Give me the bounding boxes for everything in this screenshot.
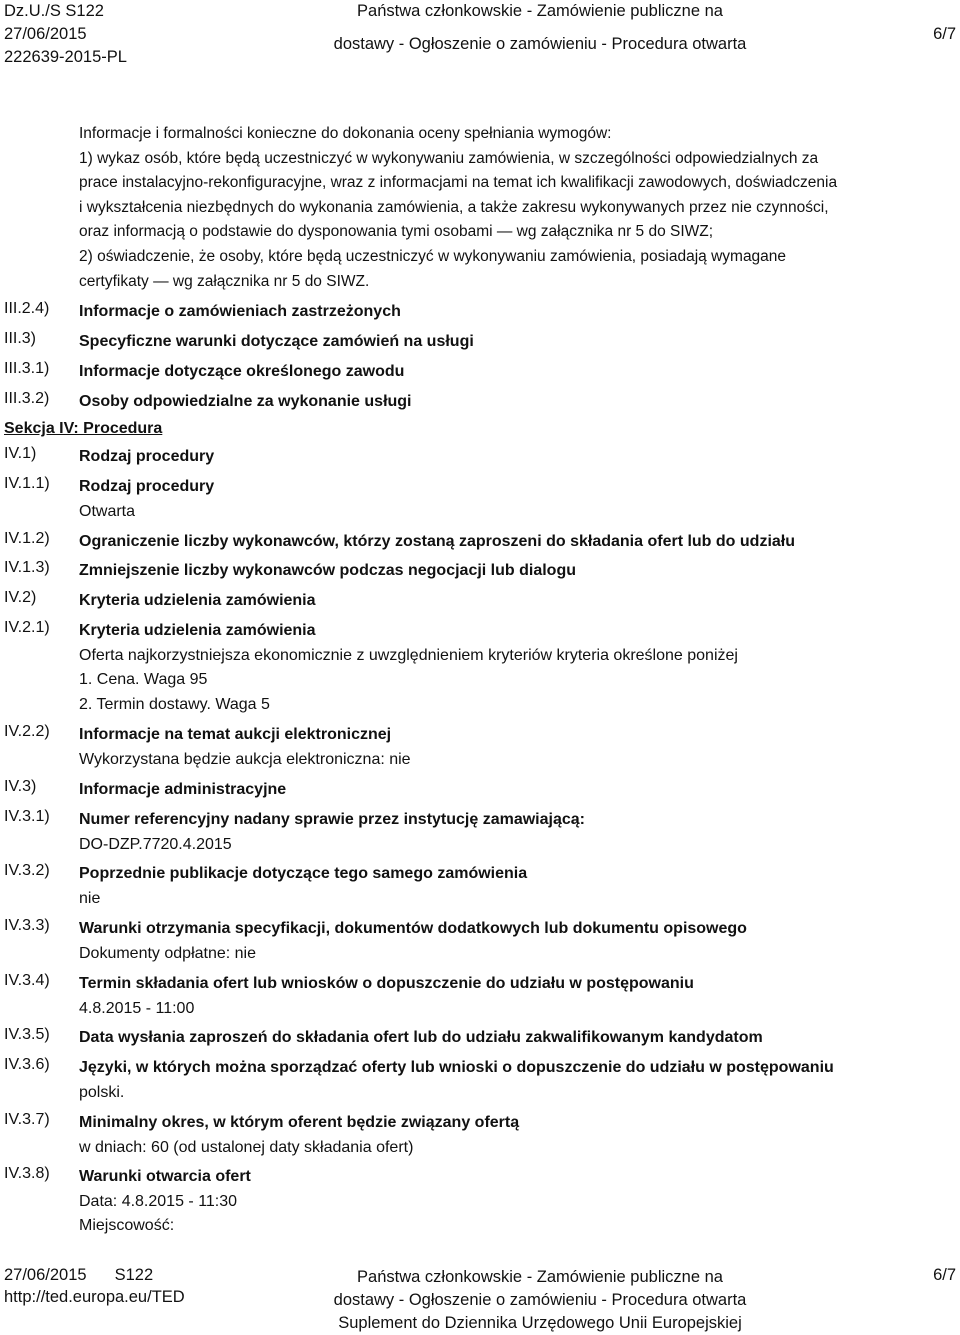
section-value: Wykorzystana będzie aukcja elektroniczna: nie — [79, 750, 411, 768]
section-heading: Zmniejszenie liczby wykonawców podczas negocjacji lub dialogu — [79, 562, 576, 579]
section-value: 4.8.2015 - 11:00 — [79, 999, 195, 1017]
section-heading: Osoby odpowiedzialne za wykonanie usługi — [79, 393, 412, 410]
section-heading: Informacje na temat aukcji elektronicznej — [79, 726, 392, 743]
section-number: IV.3.1) — [4, 808, 50, 825]
section-heading: Numer referencyjny nadany sprawie przez instytucję zamawiającą: — [79, 811, 585, 828]
section-number: III.2.4) — [4, 300, 50, 317]
footer-title-line3: Suplement do Dziennika Urzędowego Unii Europejskiej — [338, 1314, 742, 1332]
intro-line: certyfikaty — wg załącznika nr 5 do SIWZ. — [79, 272, 370, 290]
section-heading: Kryteria udzielenia zamówienia — [79, 622, 316, 639]
footer-page-number: 6/7 — [933, 1266, 956, 1284]
section-number: IV.1.3) — [4, 559, 50, 576]
intro-line: i wykształcenia niezbędnych do wykonania zamówienia, a także zakresu wykonywanych przez nie czynności, — [79, 198, 829, 216]
section-number: IV.1.1) — [4, 475, 50, 492]
page-header — [0, 0, 960, 70]
section-number: IV.1) — [4, 445, 37, 462]
section-number: IV.3.6) — [4, 1056, 50, 1073]
section-heading: Specyficzne warunki dotyczące zamówień na usługi — [79, 333, 474, 350]
section-heading: Poprzednie publikacje dotyczące tego samego zamówienia — [79, 865, 528, 882]
header-page-number: 6/7 — [933, 25, 956, 43]
section-heading: Informacje o zamówieniach zastrzeżonych — [79, 303, 401, 320]
section-number: III.3.1) — [4, 360, 50, 377]
requirements-text — [79, 122, 949, 294]
footer-date: 27/06/2015 — [4, 1266, 87, 1284]
footer-series: S122 — [114, 1266, 154, 1284]
section-number: IV.2.2) — [4, 723, 50, 740]
section-heading: Informacje dotyczące określonego zawodu — [79, 363, 405, 380]
intro-line: Informacje i formalności konieczne do dokonania oceny spełniania wymogów: — [79, 125, 612, 142]
section-title: Sekcja IV: Procedura — [4, 420, 163, 437]
section-value: Dokumenty odpłatne: nie — [79, 944, 256, 962]
notice-number: 222639-2015-PL — [4, 48, 127, 66]
section-value: Otwarta — [79, 502, 136, 520]
section-value: polski. — [79, 1083, 125, 1101]
section-heading: Języki, w których można sporządzać oferty lub wnioski o dopuszczenie do udziału w postępowaniu — [79, 1059, 834, 1076]
footer-title-line2: dostawy - Ogłoszenie o zamówieniu - Procedura otwarta — [333, 1291, 747, 1309]
section-number: IV.1.2) — [4, 530, 50, 547]
header-date: 27/06/2015 — [4, 25, 87, 43]
section-number: IV.3.8) — [4, 1165, 50, 1182]
section-number: IV.3.4) — [4, 972, 50, 989]
section-value: DO-DZP.7720.4.2015 — [79, 835, 232, 853]
section-number: IV.3) — [4, 778, 37, 795]
section-heading: Minimalny okres, w którym oferent będzie związany ofertą — [79, 1114, 520, 1131]
section-value: Data: 4.8.2015 - 11:30 — [79, 1192, 238, 1210]
page-footer — [0, 1258, 960, 1334]
section-heading: Rodzaj procedury — [79, 478, 215, 495]
intro-line: 1) wykaz osób, które będą uczestniczyć w wykonywaniu zamówienia, w szczególności odpowiedzialnych za — [79, 149, 819, 167]
section-number: IV.3.3) — [4, 917, 50, 934]
section-value: Miejscowość: — [79, 1217, 175, 1234]
intro-line: 2) oświadczenie, że osoby, które będą uczestniczyć w wykonywaniu zamówienia, posiadają wymagane — [79, 247, 787, 265]
section-heading: Termin składania ofert lub wniosków o dopuszczenie do udziału w postępowaniu — [79, 975, 694, 992]
intro-line: oraz informacją o podstawie do dysponowania tymi osobami — wg załącznika nr 5 do SIWZ; — [79, 223, 714, 241]
header-title-line1: Państwa członkowskie - Zamówienie publiczne na — [357, 2, 723, 20]
header-center — [240, 0, 840, 56]
section-value: Oferta najkorzystniejsza ekonomicznie z uwzględnieniem kryteriów kryteria określone poniżej — [79, 646, 738, 664]
section-number: IV.2.1) — [4, 619, 50, 636]
section-value: w dniach: 60 (od ustalonej daty składania ofert) — [79, 1138, 414, 1156]
section-value: nie — [79, 889, 101, 907]
journal-ref: Dz.U./S S122 — [4, 2, 104, 20]
section-number: III.3) — [4, 330, 37, 347]
section-heading: Kryteria udzielenia zamówienia — [79, 592, 316, 609]
footer-url[interactable]: http://ted.europa.eu/TED — [4, 1288, 185, 1306]
section-number: III.3.2) — [4, 390, 50, 407]
section-heading: Warunki otrzymania specyfikacji, dokumentów dodatkowych lub dokumentu opisowego — [79, 920, 747, 937]
section-heading: Ograniczenie liczby wykonawców, którzy zostaną zaproszeni do składania ofert lub do udziału — [79, 533, 795, 550]
section-number: IV.3.5) — [4, 1026, 50, 1043]
section-value: 1. Cena. Waga 95 — [79, 671, 208, 688]
footer-left — [4, 1266, 153, 1285]
footer-title-line1: Państwa członkowskie - Zamówienie publiczne na — [357, 1268, 723, 1286]
section-number: IV.3.7) — [4, 1111, 50, 1128]
section-number: IV.2) — [4, 589, 37, 606]
section-heading: Informacje administracyjne — [79, 781, 287, 798]
intro-line: prace instalacyjno-rekonfiguracyjne, wraz z informacjami na temat ich kwalifikacji zawodowych, doświadczenia — [79, 174, 838, 192]
section-value: 2. Termin dostawy. Waga 5 — [79, 695, 270, 713]
section-heading: Rodzaj procedury — [79, 448, 215, 465]
section-number: IV.3.2) — [4, 862, 50, 879]
header-left — [4, 0, 127, 69]
header-title-line2: dostawy - Ogłoszenie o zamówieniu - Procedura otwarta — [333, 35, 747, 53]
section-heading: Data wysłania zaproszeń do składania ofert lub do udziału zakwalifikowanym kandydatom — [79, 1029, 763, 1046]
footer-center — [240, 1266, 840, 1335]
section-heading: Warunki otwarcia ofert — [79, 1168, 251, 1185]
